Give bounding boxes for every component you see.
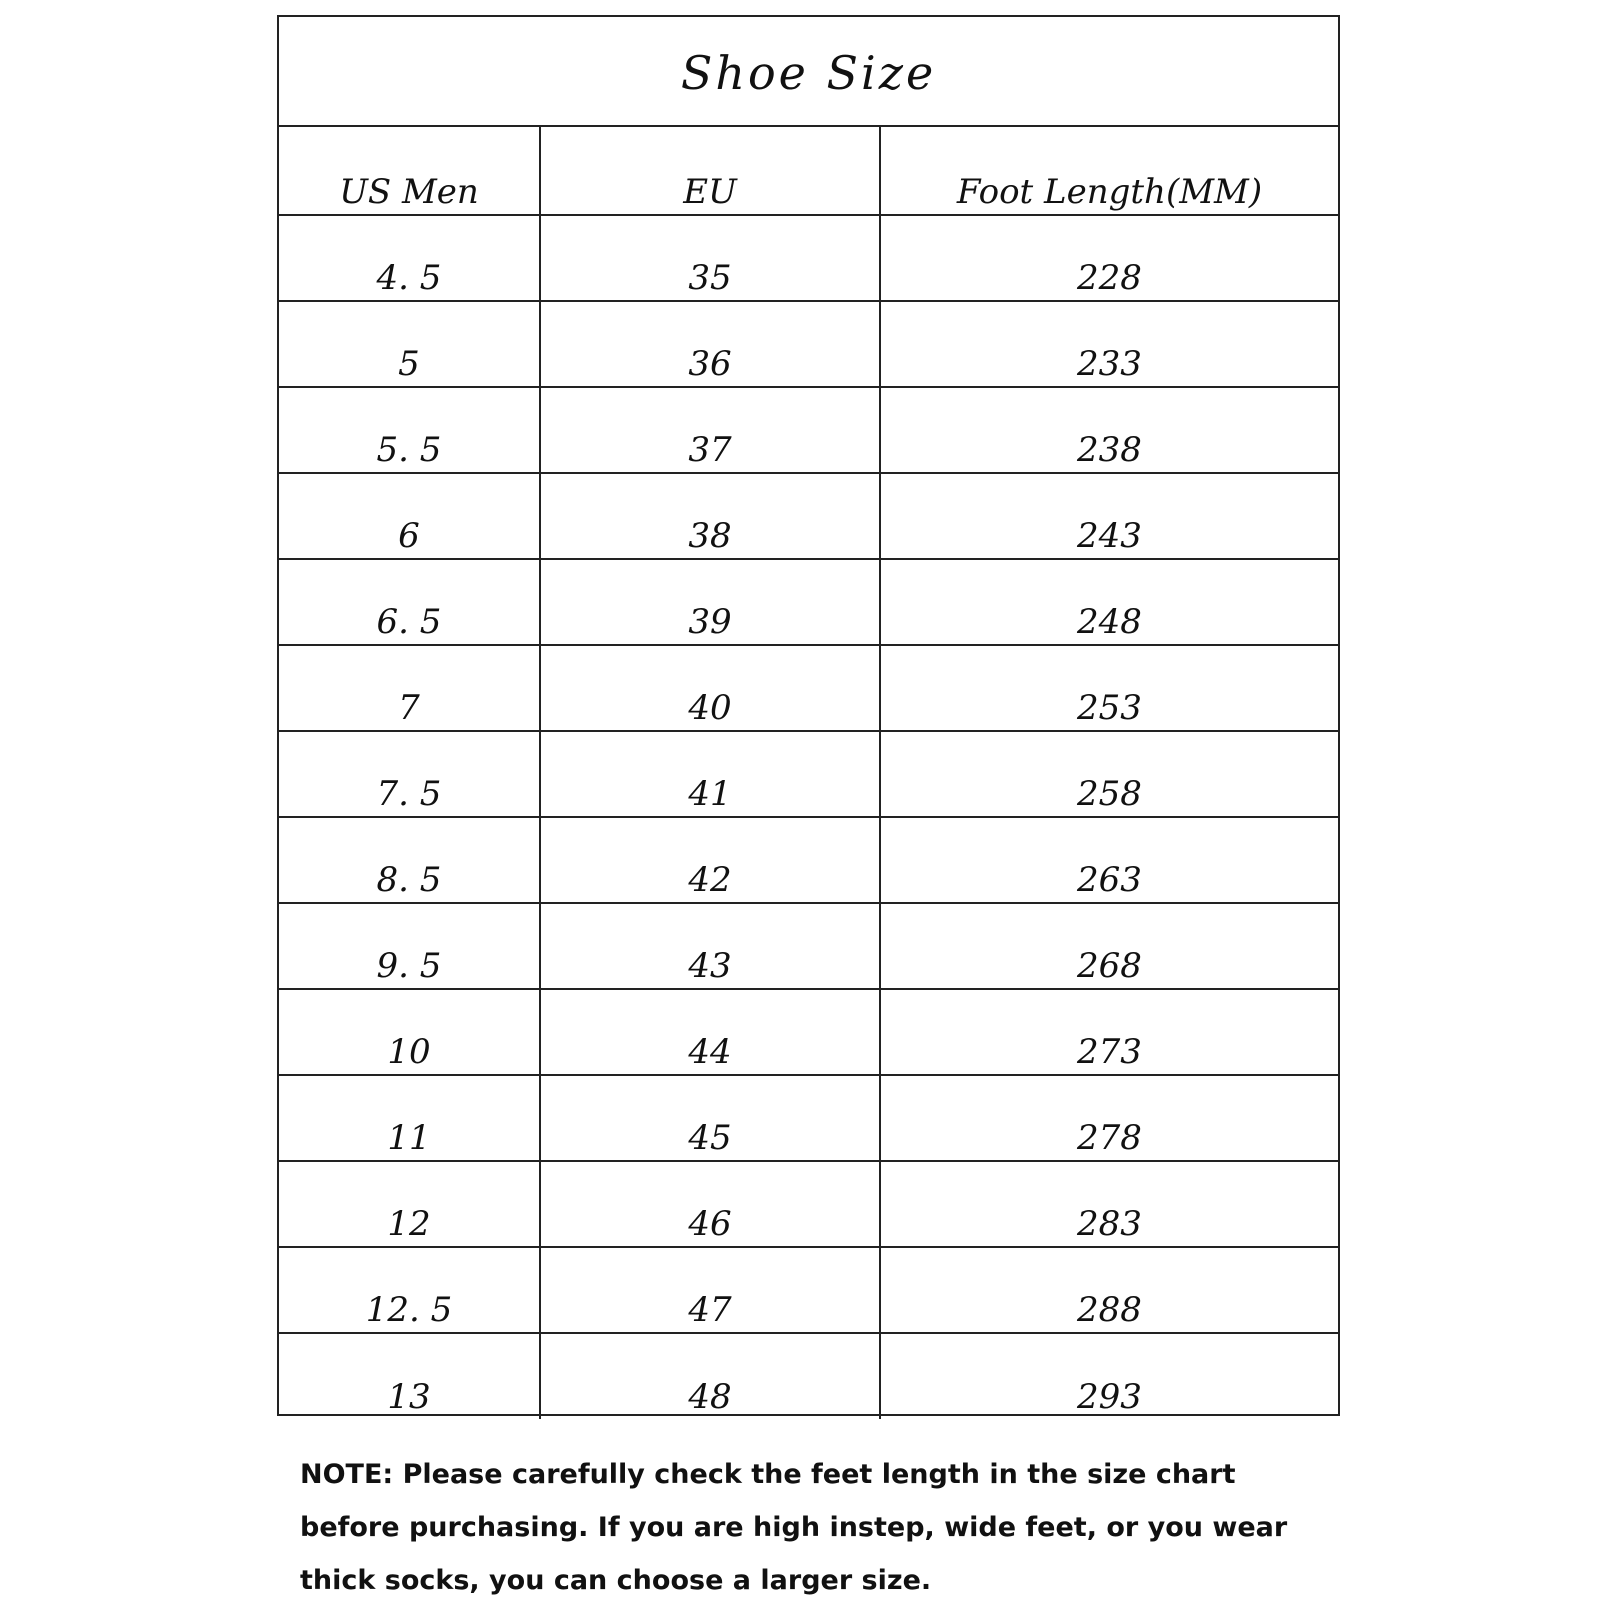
note-text: NOTE: Please carefully check the feet length in the size chart before purchasing. If you are high instep, wide feet, or you wear thick socks, you can choose a larger size. [300,1459,1288,1596]
table-row [279,1161,1338,1247]
table-row [279,817,1338,903]
cell-foot-length: 293 [1077,1377,1142,1417]
cell-us-men: 12 [279,1161,540,1247]
cell-foot-length: 273 [880,989,1338,1075]
cell-us-men: 11 [279,1075,540,1161]
table-row [279,301,1338,387]
table-body [279,215,1338,1419]
cell-foot-length: 268 [880,903,1338,989]
cell-us-men: 12. 5 [279,1247,540,1333]
cell-us-men: 7. 5 [279,731,540,817]
table-row [279,903,1338,989]
cell-eu: 45 [540,1075,880,1161]
cell-eu: 35 [540,215,880,301]
table-row [279,473,1338,559]
cell-us-men: 4. 5 [279,215,540,301]
header-foot-length: Foot Length(MM) [880,127,1338,215]
size-table [279,127,1338,1419]
table-row [279,215,1338,301]
header-row [279,127,1338,215]
cell-foot-length: 263 [880,817,1338,903]
table-row [279,1247,1338,1333]
cell-foot-length: 248 [880,559,1338,645]
cell-eu: 43 [540,903,880,989]
cell-eu: 48 [540,1333,880,1419]
table-row [279,559,1338,645]
title-row [279,17,1338,127]
cell-foot-length: 238 [880,387,1338,473]
table-row [279,387,1338,473]
cell-us-men: 6. 5 [279,559,540,645]
cell-eu: 46 [540,1161,880,1247]
cell-eu: 39 [540,559,880,645]
cell-foot-length: 283 [880,1161,1338,1247]
header-us-men: US Men [279,127,540,215]
table-row [279,645,1338,731]
cell-foot-length: 243 [880,473,1338,559]
cell-eu: 38 [540,473,880,559]
table-row [279,731,1338,817]
cell-foot-length: 253 [880,645,1338,731]
table-row [279,1333,1338,1419]
cell-us-men: 7 [279,645,540,731]
cell-eu: 37 [540,387,880,473]
size-chart-table [277,15,1340,1416]
cell-eu: 47 [540,1247,880,1333]
cell-eu: 41 [540,731,880,817]
cell-us-men: 8. 5 [279,817,540,903]
chart-title: Shoe Size [680,46,937,100]
cell-us-men: 9. 5 [279,903,540,989]
cell-foot-length: 288 [880,1247,1338,1333]
cell-foot-length: 228 [880,215,1338,301]
cell-us-men: 13 [279,1333,540,1419]
cell-foot-length: 278 [880,1075,1338,1161]
cell-us-men: 10 [279,989,540,1075]
cell-us-men: 6 [279,473,540,559]
cell-eu: 42 [540,817,880,903]
cell-us-men: 5. 5 [279,387,540,473]
table-row [279,1075,1338,1161]
cell-eu: 40 [540,645,880,731]
table-row [279,989,1338,1075]
cell-eu: 44 [540,989,880,1075]
cell-foot-length: 258 [880,731,1338,817]
cell-foot-length: 233 [880,301,1338,387]
cell-us-men: 5 [279,301,540,387]
header-eu: EU [540,127,880,215]
cell-eu: 36 [540,301,880,387]
